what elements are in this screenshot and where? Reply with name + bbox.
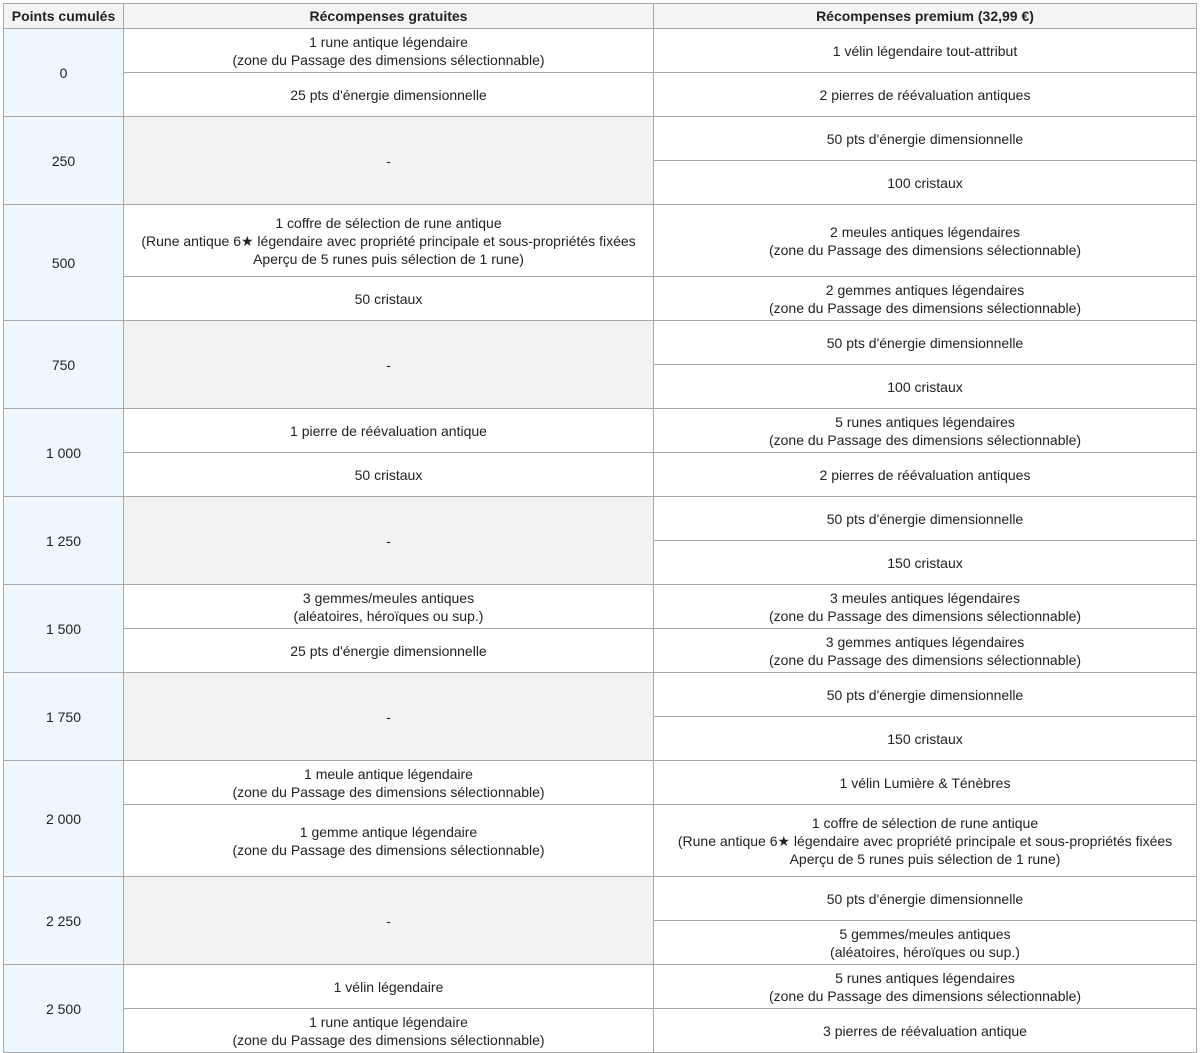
table-row	[4, 805, 1197, 877]
points-cell: 2 500	[4, 965, 124, 1053]
premium-reward-cell: 50 pts d'énergie dimensionnelle	[654, 321, 1197, 365]
premium-reward-cell: 50 pts d'énergie dimensionnelle	[654, 117, 1197, 161]
table-row	[4, 877, 1197, 921]
premium-reward-cell: 1 vélin Lumière & Ténèbres	[654, 761, 1197, 805]
header-points: Points cumulés	[4, 4, 124, 29]
header-free-rewards: Récompenses gratuites	[124, 4, 654, 29]
table-row	[4, 497, 1197, 541]
premium-reward-cell: 3 pierres de réévaluation antique	[654, 1009, 1197, 1053]
free-reward-cell: 1 rune antique légendaire (zone du Passage des dimensions sélectionnable)	[124, 29, 654, 73]
premium-reward-cell: 50 pts d'énergie dimensionnelle	[654, 673, 1197, 717]
premium-reward-cell: 3 gemmes antiques légendaires (zone du Passage des dimensions sélectionnable)	[654, 629, 1197, 673]
points-cell: 2 000	[4, 761, 124, 877]
free-reward-cell: 1 coffre de sélection de rune antique (Rune antique 6★ légendaire avec propriété principale et sous-propriétés fixées Aperçu de 5 runes puis sélection de 1 rune)	[124, 205, 654, 277]
premium-reward-cell: 2 meules antiques légendaires (zone du Passage des dimensions sélectionnable)	[654, 205, 1197, 277]
premium-reward-cell: 1 coffre de sélection de rune antique (Rune antique 6★ légendaire avec propriété principale et sous-propriétés fixées Aperçu de 5 runes puis sélection de 1 rune)	[654, 805, 1197, 877]
free-reward-cell: 3 gemmes/meules antiques (aléatoires, héroïques ou sup.)	[124, 585, 654, 629]
table-row	[4, 585, 1197, 629]
free-reward-cell: 1 gemme antique légendaire (zone du Passage des dimensions sélectionnable)	[124, 805, 654, 877]
free-reward-empty-cell: -	[124, 497, 654, 585]
premium-reward-cell: 2 pierres de réévaluation antiques	[654, 453, 1197, 497]
free-reward-cell: 50 cristaux	[124, 277, 654, 321]
points-cell: 1 000	[4, 409, 124, 497]
premium-reward-cell: 1 vélin légendaire tout-attribut	[654, 29, 1197, 73]
table-row	[4, 1009, 1197, 1053]
premium-reward-cell: 2 pierres de réévaluation antiques	[654, 73, 1197, 117]
free-reward-empty-cell: -	[124, 321, 654, 409]
points-cell: 0	[4, 29, 124, 117]
rewards-table	[3, 3, 1197, 1053]
free-reward-empty-cell: -	[124, 673, 654, 761]
points-cell: 500	[4, 205, 124, 321]
free-reward-cell: 1 rune antique légendaire (zone du Passage des dimensions sélectionnable)	[124, 1009, 654, 1053]
free-reward-empty-cell: -	[124, 877, 654, 965]
table-row	[4, 277, 1197, 321]
table-row	[4, 29, 1197, 73]
premium-reward-cell: 50 pts d'énergie dimensionnelle	[654, 877, 1197, 921]
points-cell: 1 750	[4, 673, 124, 761]
premium-reward-cell: 100 cristaux	[654, 365, 1197, 409]
points-cell: 1 500	[4, 585, 124, 673]
premium-reward-cell: 50 pts d'énergie dimensionnelle	[654, 497, 1197, 541]
table-row	[4, 409, 1197, 453]
premium-reward-cell: 150 cristaux	[654, 717, 1197, 761]
points-cell: 1 250	[4, 497, 124, 585]
table-row	[4, 629, 1197, 673]
premium-reward-cell: 150 cristaux	[654, 541, 1197, 585]
premium-reward-cell: 5 runes antiques légendaires (zone du Passage des dimensions sélectionnable)	[654, 409, 1197, 453]
free-reward-empty-cell: -	[124, 117, 654, 205]
header-row	[4, 4, 1197, 29]
points-cell: 250	[4, 117, 124, 205]
free-reward-cell: 50 cristaux	[124, 453, 654, 497]
premium-reward-cell: 2 gemmes antiques légendaires (zone du Passage des dimensions sélectionnable)	[654, 277, 1197, 321]
table-row	[4, 673, 1197, 717]
points-cell: 750	[4, 321, 124, 409]
free-reward-cell: 1 pierre de réévaluation antique	[124, 409, 654, 453]
free-reward-cell: 1 vélin légendaire	[124, 965, 654, 1009]
table-row	[4, 761, 1197, 805]
table-row	[4, 321, 1197, 365]
premium-reward-cell: 3 meules antiques légendaires (zone du Passage des dimensions sélectionnable)	[654, 585, 1197, 629]
table-row	[4, 117, 1197, 161]
header-premium-rewards: Récompenses premium (32,99 €)	[654, 4, 1197, 29]
table-row	[4, 73, 1197, 117]
premium-reward-cell: 100 cristaux	[654, 161, 1197, 205]
points-cell: 2 250	[4, 877, 124, 965]
table-row	[4, 965, 1197, 1009]
free-reward-cell: 1 meule antique légendaire (zone du Passage des dimensions sélectionnable)	[124, 761, 654, 805]
table-body	[4, 29, 1197, 1053]
premium-reward-cell: 5 gemmes/meules antiques (aléatoires, héroïques ou sup.)	[654, 921, 1197, 965]
free-reward-cell: 25 pts d'énergie dimensionnelle	[124, 73, 654, 117]
free-reward-cell: 25 pts d'énergie dimensionnelle	[124, 629, 654, 673]
table-row	[4, 453, 1197, 497]
premium-reward-cell: 5 runes antiques légendaires (zone du Passage des dimensions sélectionnable)	[654, 965, 1197, 1009]
table-header	[4, 4, 1197, 29]
table-row	[4, 205, 1197, 277]
